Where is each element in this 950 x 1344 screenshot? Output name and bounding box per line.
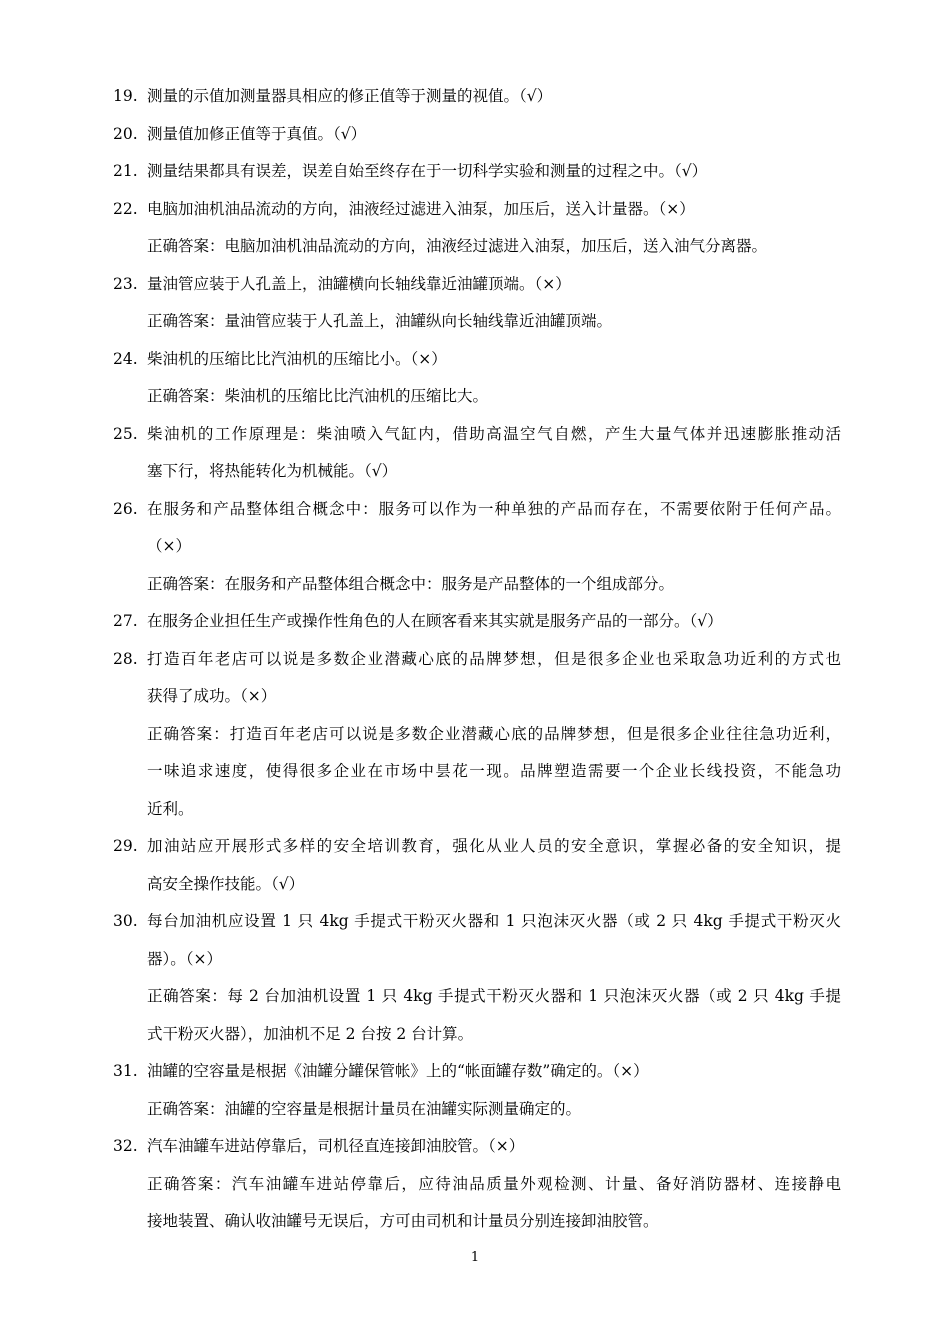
question-text: 每台加油机应设置 1 只 4kg 手提式干粉灭火器和 1 只泡沫灭火器（或 2 只 4kg 手提式干粉灭火 [147, 912, 841, 930]
question-line [113, 453, 841, 491]
question-text: 柴油机的压缩比比汽油机的压缩比小。（×） [147, 349, 447, 368]
question-line [113, 491, 841, 529]
answer-line [113, 978, 841, 1016]
question-number: 19. [113, 87, 138, 105]
question-number: 28. [113, 649, 138, 668]
question-text: 塞下行，将热能转化为机械能。（√） [147, 462, 398, 480]
answer-line [113, 228, 841, 266]
question-text: 高安全操作技能。（√） [147, 874, 305, 893]
correct-answer-text: 正确答案：汽车油罐车进站停靠后，应待油品质量外观检测、计量、备好消防器材、连接静电 [147, 1174, 841, 1193]
question-item [113, 828, 841, 903]
question-item [113, 1128, 841, 1241]
question-number: 30. [113, 912, 138, 930]
answer-line [113, 1166, 841, 1204]
question-item [113, 416, 841, 491]
question-text: 在服务和产品整体组合概念中：服务可以作为一种单独的产品而存在，不需要依附于任何产品。 [147, 499, 841, 518]
question-line [113, 1128, 841, 1166]
page-number: 1 [470, 1250, 480, 1265]
question-item [113, 641, 841, 829]
question-line [113, 641, 841, 679]
question-number: 21. [113, 162, 138, 180]
question-text: 获得了成功。（×） [147, 687, 277, 705]
question-text: 柴油机的工作原理是：柴油喷入气缸内，借助高温空气自燃，产生大量气体并迅速膨胀推动活 [147, 424, 841, 443]
question-number: 26. [113, 499, 138, 518]
question-list [113, 78, 841, 1241]
question-text: 电脑加油机油品流动的方向，油液经过滤进入油泵，加压后，送入计量器。（×） [147, 199, 695, 218]
question-number: 20. [113, 124, 138, 143]
question-item [113, 266, 841, 341]
question-line [113, 191, 841, 229]
question-line [113, 116, 841, 154]
question-text: 油罐的空容量是根据《油罐分罐保管帐》上的“帐面罐存数”确定的。（×） [147, 1062, 649, 1080]
question-text: 量油管应装于人孔盖上，油罐横向长轴线靠近油罐顶端。（×） [147, 274, 571, 293]
question-line [113, 153, 841, 191]
question-number: 24. [113, 349, 138, 368]
question-number: 32. [113, 1137, 138, 1155]
correct-answer-text: 正确答案：油罐的空容量是根据计量员在油罐实际测量确定的。 [147, 1099, 582, 1118]
question-item [113, 341, 841, 416]
question-item [113, 191, 841, 266]
question-number: 29. [113, 837, 138, 855]
question-item [113, 903, 841, 1053]
question-line [113, 416, 841, 454]
question-text: 测量值加修正值等于真值。（√） [147, 124, 367, 143]
answer-line [113, 303, 841, 341]
answer-line [113, 378, 841, 416]
question-line [113, 528, 841, 566]
correct-answer-text: 式干粉灭火器），加油机不足 2 台按 2 台计算。 [147, 1024, 474, 1043]
question-item [113, 491, 841, 604]
correct-answer-text: 正确答案：电脑加油机油品流动的方向，油液经过滤进入油泵，加压后，送入油气分离器。 [147, 237, 768, 255]
question-item [113, 78, 841, 116]
question-line [113, 678, 841, 716]
question-line [113, 603, 841, 641]
answer-line [113, 791, 841, 829]
question-item [113, 1053, 841, 1128]
answer-line [113, 1091, 841, 1129]
question-text: （×） [147, 537, 191, 555]
question-text: 器）。（×） [147, 949, 222, 968]
correct-answer-text: 近利。 [147, 799, 194, 818]
question-item [113, 153, 841, 191]
question-item [113, 116, 841, 154]
correct-answer-text: 正确答案：每 2 台加油机设置 1 只 4kg 手提式干粉灭火器和 1 只泡沫灭火器（或 2 只 4kg 手提 [147, 987, 841, 1005]
answer-line [113, 716, 841, 754]
question-line [113, 828, 841, 866]
question-text: 测量的示值加测量器具相应的修正值等于测量的视值。（√） [147, 87, 553, 105]
question-text: 打造百年老店可以说是多数企业潜藏心底的品牌梦想，但是很多企业也采取急功近利的方式也 [147, 649, 841, 668]
question-item [113, 603, 841, 641]
correct-answer-text: 正确答案：打造百年老店可以说是多数企业潜藏心底的品牌梦想，但是很多企业往往急功近利， [147, 724, 841, 743]
correct-answer-text: 一味追求速度，使得很多企业在市场中昙花一现。品牌塑造需要一个企业长线投资，不能急功 [147, 762, 841, 780]
question-line [113, 266, 841, 304]
question-text: 在服务企业担任生产或操作性角色的人在顾客看来其实就是服务产品的一部分。（√） [147, 612, 723, 630]
question-number: 22. [113, 199, 138, 218]
correct-answer-text: 正确答案：柴油机的压缩比比汽油机的压缩比大。 [147, 387, 489, 405]
question-line [113, 1053, 841, 1091]
question-text: 汽车油罐车进站停靠后，司机径直连接卸油胶管。（×） [147, 1137, 525, 1155]
question-text: 加油站应开展形式多样的安全培训教育，强化从业人员的安全意识，掌握必备的安全知识，提 [147, 837, 841, 855]
question-line [113, 78, 841, 116]
question-line [113, 903, 841, 941]
question-line [113, 866, 841, 904]
answer-line [113, 1203, 841, 1241]
correct-answer-text: 正确答案：量油管应装于人孔盖上，油罐纵向长轴线靠近油罐顶端。 [147, 312, 613, 330]
answer-line [113, 1016, 841, 1054]
question-text: 测量结果都具有误差，误差自始至终存在于一切科学实验和测量的过程之中。（√） [147, 162, 708, 180]
correct-answer-text: 正确答案：在服务和产品整体组合概念中：服务是产品整体的一个组成部分。 [147, 574, 675, 593]
question-line [113, 941, 841, 979]
question-number: 27. [113, 612, 138, 630]
question-number: 25. [113, 424, 138, 443]
question-number: 23. [113, 274, 138, 293]
correct-answer-text: 接地装置、确认收油罐号无误后，方可由司机和计量员分别连接卸油胶管。 [147, 1212, 659, 1230]
answer-line [113, 753, 841, 791]
question-line [113, 341, 841, 379]
answer-line [113, 566, 841, 604]
question-number: 31. [113, 1062, 138, 1080]
